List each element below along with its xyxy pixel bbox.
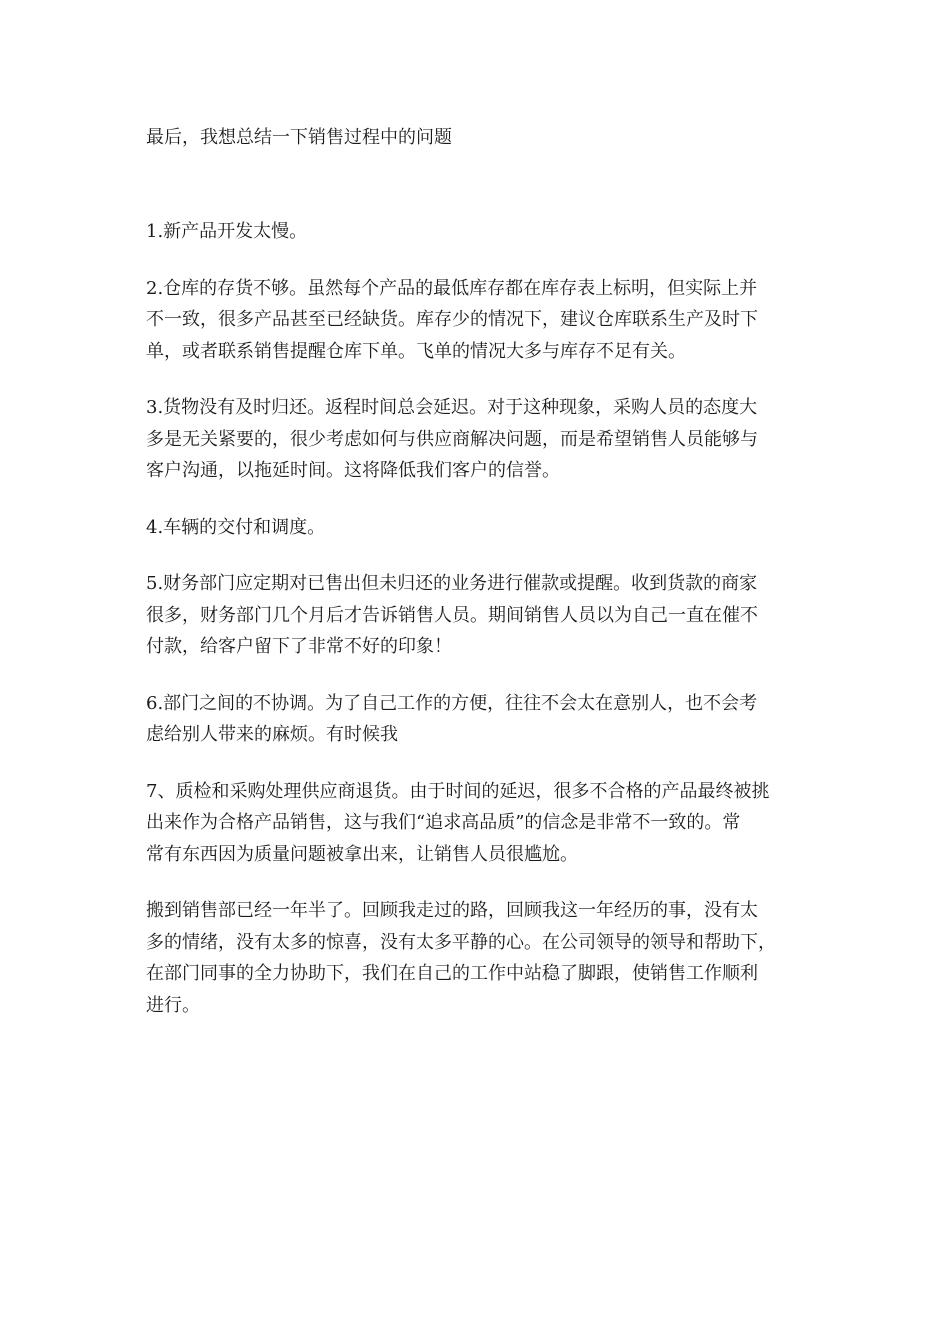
paragraph-line: 在部门同事的全力协助下，我们在自己的工作中站稳了脚跟，使销售工作顺利 [146, 963, 758, 984]
intro-line: 最后，我想总结一下销售过程中的问题 [146, 127, 452, 148]
paragraph-line: 不一致，很多产品甚至已经缺货。库存少的情况下，建议仓库联系生产及时下 [146, 309, 758, 330]
paragraph-line: 搬到销售部已经一年半了。回顾我走过的路，回顾我这一年经历的事，没有太 [146, 900, 758, 921]
paragraph-line: 单，或者联系销售提醒仓库下单。飞单的情况大多与库存不足有关。 [146, 340, 686, 362]
document-body [146, 122, 816, 1046]
paragraph-line: 客户沟通，以拖延时间。这将降低我们客户的信誉。 [146, 460, 560, 481]
paragraph-line: 6.部门之间的不协调。为了自己工作的方便，往往不会太在意别人，也不会考 [146, 692, 758, 714]
paragraph-line: 2.仓库的存货不够。虽然每个产品的最低库存都在库存表上标明，但实际上并 [146, 277, 758, 299]
paragraph-5 [146, 568, 816, 663]
paragraph-line: 虑给别人带来的麻烦。有时候我 [146, 724, 398, 745]
paragraph-line: 4.车辆的交付和调度。 [146, 516, 326, 538]
paragraph-line: 常有东西因为质量问题被拿出来，让销售人员很尴尬。 [146, 843, 578, 865]
paragraph-8 [146, 895, 816, 1021]
paragraph-4 [146, 512, 816, 544]
paragraph-line: 多是无关紧要的，很少考虑如何与供应商解决问题，而是希望销售人员能够与 [146, 428, 758, 450]
paragraph-1 [146, 216, 816, 248]
paragraph-3 [146, 392, 816, 487]
paragraph-7 [146, 776, 816, 871]
paragraph-line: 进行。 [146, 994, 200, 1016]
paragraph-line: 1.新产品开发太慢。 [146, 221, 308, 242]
paragraph-line: 出来作为合格产品销售，这与我们“追求高品质”的信念是非常不一致的。常 [146, 812, 741, 833]
paragraph-6 [146, 688, 816, 751]
paragraph-2 [146, 273, 816, 368]
paragraph-line: 多的情绪，没有太多的惊喜，没有太多平静的心。在公司领导的领导和帮助下， [146, 931, 776, 953]
paragraph-line: 7、质检和采购处理供应商退货。由于时间的延迟，很多不合格的产品最终被挑 [146, 780, 770, 802]
paragraph-line: 很多，财务部门几个月后才告诉销售人员。期间销售人员以为自己一直在催不 [146, 604, 758, 626]
paragraph-line: 5.财务部门应定期对已售出但未归还的业务进行催款或提醒。收到货款的商家 [146, 573, 758, 594]
paragraph-line: 付款，给客户留下了非常不好的印象！ [146, 636, 452, 657]
paragraph-line: 3.货物没有及时归还。返程时间总会延迟。对于这种现象，采购人员的态度大 [146, 397, 758, 418]
